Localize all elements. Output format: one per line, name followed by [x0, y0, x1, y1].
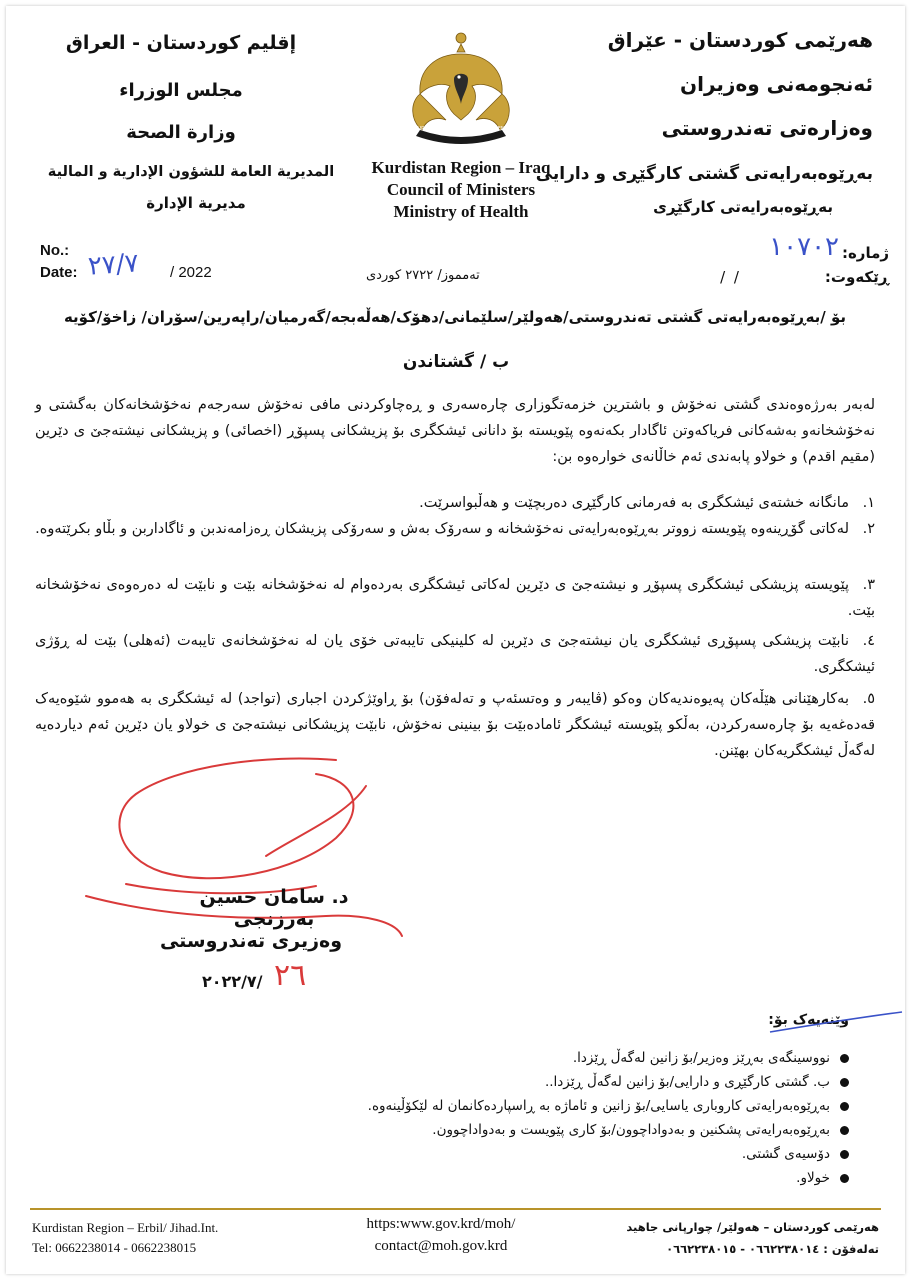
footer-divider	[30, 1208, 881, 1210]
number-label: ژمارە:	[841, 244, 889, 262]
subject-line: ب / گشتاندن	[402, 352, 510, 372]
date-label-ku: ڕێکەوت:	[824, 268, 889, 286]
header-center-line3: Ministry of Health	[393, 202, 529, 221]
handwritten-number: ١٠٧٠٢	[769, 232, 839, 262]
cc-item: بەڕێوەبەرایەتی کاروباری یاسایی/بۆ زانین و ئاماژە بە ڕاسپاردەکانمان لە لێکۆڵینەوە.	[368, 1094, 849, 1118]
footer-right-line2: تەلەفۆن : ٠٦٦٢٢٣٨٠١٤ - ٠٦٦٢٢٣٨٠١٥	[666, 1242, 879, 1256]
item-number: ١.	[862, 495, 875, 511]
header-right-line2: ئەنجومەنی وەزیران	[680, 72, 873, 96]
bullet-icon	[840, 1054, 849, 1063]
header-left-line1: إقليم كوردستان - العراق	[65, 32, 297, 54]
item-text: نابێت پزیشکی پسپۆڕی ئیشکگری یان نیشتەجێ ی دێرین لە کلینیکی تایبەتی خۆی یان لە نەخۆشخانەی تایبەت (ئەهلی) بێت لە ڕۆژی ئیشکگری.	[35, 633, 875, 675]
header-right-line5: بەڕێوەبەرایەتی کارگێڕی	[653, 198, 833, 216]
bullet-icon	[840, 1150, 849, 1159]
no-label: No.:	[40, 242, 70, 259]
header-center-line1: Kurdistan Region – Iraq	[371, 158, 551, 177]
cc-item: خولاو.	[368, 1166, 849, 1190]
item-text: مانگانە خشتەی ئیشکگری بە فەرمانی کارگێڕی دەربچێت و هەڵبواسرێت.	[419, 495, 849, 511]
header-center-line2: Council of Ministers	[386, 180, 536, 199]
signatory-name: د. سامان حسین بەرزنجی	[199, 886, 349, 930]
list-item	[35, 490, 875, 516]
item-number: ٢.	[862, 521, 875, 537]
cc-list	[368, 1046, 849, 1190]
header-right-line1: هەرێمی کوردستان - عێراق	[607, 28, 873, 52]
footer-email-link[interactable]: contact@moh.gov.krd	[374, 1238, 508, 1254]
cc-item: بەڕێوەبەرایەتی پشکنین و بەدواداچوون/بۆ کاری پێویست و بەدواداچوون.	[368, 1118, 849, 1142]
header-left-line3: وزارة الصحة	[126, 122, 236, 143]
bullet-icon	[840, 1126, 849, 1135]
recipient-line: بۆ /بەڕێوەبەرایەتی گشتی تەندروستی/هەولێر/سلێمانی/دهۆک/هەڵەبجە/گەرمیان/راپەرین/سۆران/ زاخۆ/کۆیە	[63, 308, 847, 326]
signatory-title: وەزیری تەندروستی	[159, 930, 343, 952]
date-slashes: / /	[720, 268, 741, 286]
footer-left-line1: Kurdistan Region – Erbil/ Jihad.Int.	[32, 1220, 219, 1235]
intro-paragraph: لەبەر بەرژەوەندی گشتی نەخۆش و باشترین خزمەتگوزاری چارەسەری و ڕەچاوکردنی مافی نەخۆش سەرجەم نەخۆشخانەکان بەگشتی و نەخۆشخانەو بەشەکانی فریاکەوتن ئاگادار بکەنەوە پێویستە بۆ دانانی ئیشکگری بۆ پزیشکانی پسپۆڕ (اخصائی) و پزیشکانی نیشتەجێ ی دێرین (مقیم اقدم) و خولاو پابەندی ئەم خاڵانەی خوارەوە بن:	[35, 397, 875, 465]
cc-title: وێنەیەک بۆ:	[768, 1012, 849, 1028]
handwritten-date: ٢٧/٧	[87, 248, 140, 282]
emblem-caption: KURDISTAN REGIONAL GOVERNMENT	[414, 126, 508, 132]
bullet-icon	[840, 1174, 849, 1183]
bullet-icon	[840, 1102, 849, 1111]
footer-website-link[interactable]: https:www.gov.krd/moh/	[366, 1216, 516, 1232]
footer-right-line1: هەرێمی کوردستان – هەولێر/ چوارپانی جاهید	[626, 1220, 879, 1234]
cc-item: دۆسیەی گشتی.	[368, 1142, 849, 1166]
kurdi-date: تەمموز/ ٢٧٢٢ کوردی	[366, 268, 480, 283]
header-right-line3: وەزارەتی تەندروستی	[661, 116, 873, 140]
bullet-icon	[840, 1078, 849, 1087]
document-page	[6, 6, 905, 1274]
signature-date: ٢٠٢٢/٧/	[202, 972, 263, 991]
header-left-line4: المديرية العامة للشؤون الإدارية و المالية	[47, 164, 335, 180]
item-number: ٤.	[862, 633, 875, 649]
header-left-line2: مجلس الوزراء	[119, 80, 243, 101]
header-left-line5: مديرية الإدارة	[146, 194, 246, 212]
date-year: / 2022	[170, 264, 212, 281]
krg-emblem-logo	[396, 24, 526, 154]
item-text: لەکاتی گۆڕینەوە پێویستە زووتر بەڕێوەبەرایەتی نەخۆشخانە و سەرۆک بەش و سەرۆکی پزیشکان ڕەزامەندبن و ئاگاداربن و بڵاو بکرێتەوە.	[35, 521, 849, 537]
list-item	[35, 628, 875, 680]
cc-item: نووسینگەی بەڕێز وەزیر/بۆ زانین لەگەڵ ڕێزدا.	[368, 1046, 849, 1070]
header-right-line4: بەڕێوەبەرایەتی گشتی کارگێڕی و دارایی	[535, 164, 873, 184]
list-item	[35, 516, 875, 542]
list-item	[35, 572, 875, 624]
handwritten-signature-day: ٢٦	[274, 958, 307, 993]
item-number: ٥.	[862, 691, 875, 707]
handwritten-stroke	[766, 1008, 905, 1038]
date-label: Date:	[40, 264, 78, 281]
footer-left-line2: Tel: 0662238014 - 0662238015	[32, 1240, 197, 1255]
item-number: ٣.	[862, 577, 875, 593]
cc-item: ب. گشتی کارگێڕی و دارایی/بۆ زانین لەگەڵ ڕێزدا..	[368, 1070, 849, 1094]
item-text: پێویستە پزیشکی ئیشکگری پسپۆڕ و نیشتەجێ ی دێرین لەکاتی ئیشکگری بەردەوام لە نەخۆشخانە بێت و نابێت لە دەرەوەی نەخۆشخانە بێت.	[35, 577, 875, 619]
item-text: بەکارهێنانی هێڵەکان پەیوەندیەکان وەکو (ڤایبەر و وەتسئەپ و تەلەفۆن) بۆ ڕاوێژکردن اجباری (تواجد) لە ئیشکگری بە هەموو شێوەیەک قەدەغەیە بۆ چارەسەرکردن، بەڵکو پێویستە ئیشکگر ئامادەبێت بۆ بینینی نەخۆش، نابێت پزیشکانی نیشتەجێ ی خولاو یان دێرین ئەم دیاردەیە لەگەڵ ئیشکگریەکان بهێنن.	[35, 691, 875, 759]
